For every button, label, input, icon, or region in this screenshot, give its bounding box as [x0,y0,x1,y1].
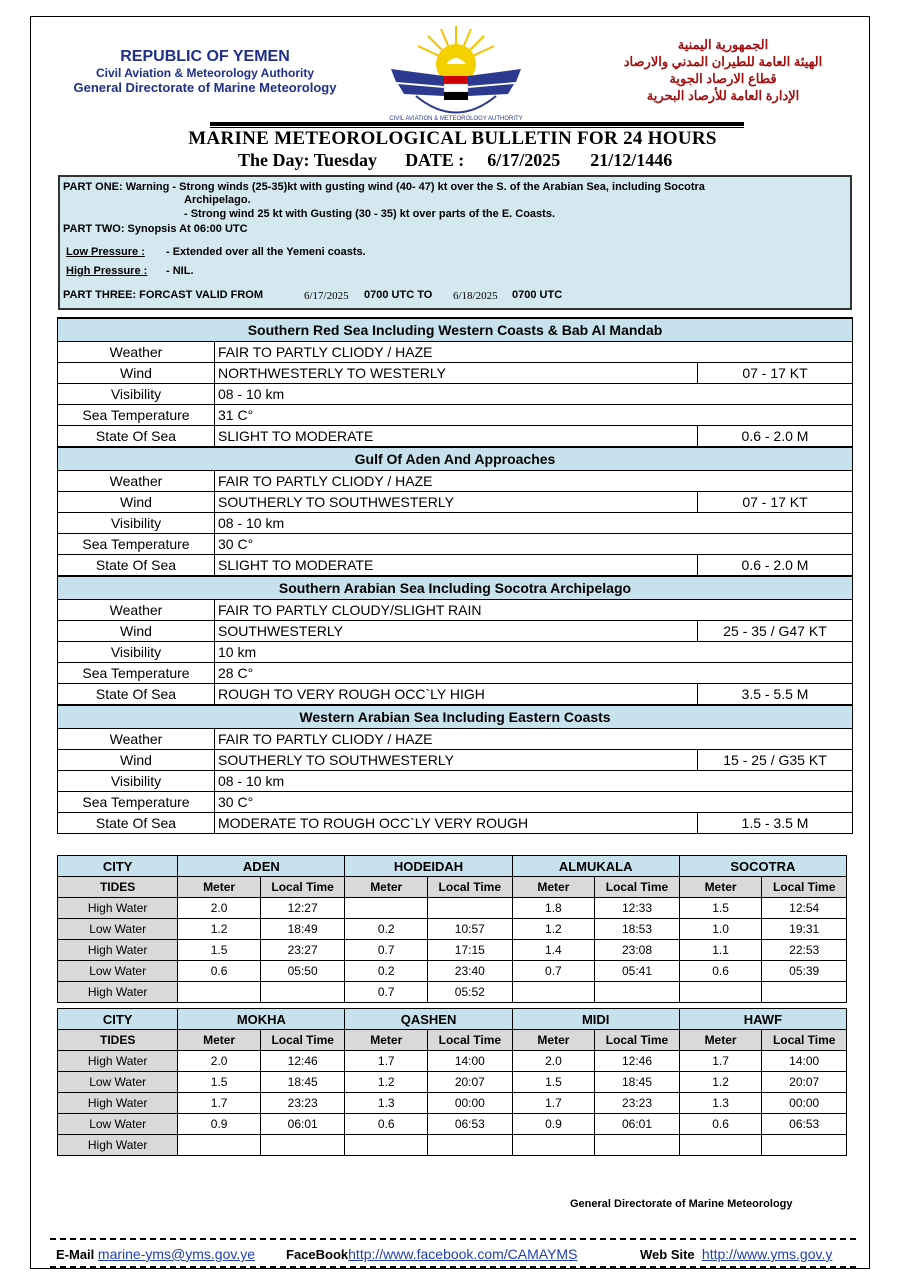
date-label: DATE : [405,150,465,170]
summary-box [58,175,852,310]
city-name: MOKHA [178,1009,345,1030]
tide-time: 14:00 [762,1051,847,1072]
forecast-section-header [58,447,853,471]
sea-state-value: MODERATE TO ROUGH OCC`LY VERY ROUGH [215,813,698,834]
city-header: CITY [58,1009,178,1030]
forecast-row-wind [58,492,853,513]
tide-type: Low Water [58,961,178,982]
tide-time [428,1135,513,1156]
header-authority: Civil Aviation & Meteorology Authority [95,66,314,80]
footer-email [56,1246,255,1262]
tide-height: 1.2 [345,1072,428,1093]
wave-value: 1.5 - 3.5 M [698,813,853,834]
tide-height [512,1135,595,1156]
weather-label: Weather [58,342,215,363]
valid-from-time: 0700 UTC TO [364,289,433,301]
tide-height [345,1135,428,1156]
tide-time: 05:52 [428,982,513,1003]
footer-website [640,1246,832,1262]
tide-height: 1.5 [512,1072,595,1093]
footer-organization: General Directorate of Marine Meteorology [570,1198,793,1210]
header-english [60,48,350,95]
visibility-label: Visibility [58,771,215,792]
local-time-header: Local Time [260,1030,345,1051]
tide-time: 05:50 [260,961,345,982]
tide-height: 0.6 [679,1114,762,1135]
tide-height [679,1135,762,1156]
tide-time: 06:53 [762,1114,847,1135]
local-time-header: Local Time [260,877,345,898]
tide-height: 1.3 [679,1093,762,1114]
website-link[interactable]: http://www.yms.gov.y [701,1246,833,1262]
email-label: E-Mail [56,1247,95,1262]
tide-type: Low Water [58,1114,178,1135]
tide-height: 1.5 [178,1072,261,1093]
tides-subheader-row [58,1030,847,1051]
forecast-table [57,317,853,834]
logo-text: CIVIL AVIATION & METEOROLOGY AUTHORITY [389,116,523,122]
tide-height: 1.7 [512,1093,595,1114]
bulletin-title: MARINE METEOROLOGICAL BULLETIN FOR 24 HOURS [188,128,717,149]
tide-time: 06:01 [595,1114,680,1135]
meter-header: Meter [178,1030,261,1051]
tide-time: 18:53 [595,919,680,940]
tide-time: 12:54 [762,898,847,919]
tide-height [512,982,595,1003]
tide-height: 1.5 [679,898,762,919]
facebook-label: FaceBook [286,1247,349,1262]
tide-row [58,961,847,982]
wind-value: SOUTHERLY TO SOUTHWESTERLY [215,750,698,771]
city-name: MIDI [512,1009,679,1030]
sea-temp-value: 28 C° [215,663,853,684]
forecast-row-sea-state [58,813,853,834]
tide-height: 0.7 [345,940,428,961]
tide-time: 06:53 [428,1114,513,1135]
tide-time: 12:33 [595,898,680,919]
wind-speed-value: 07 - 17 KT [698,492,853,513]
forecast-row-sea-state [58,426,853,448]
tide-height: 0.2 [345,961,428,982]
sea-temp-value: 30 C° [215,792,853,813]
tide-time: 23:27 [260,940,345,961]
tide-height: 0.2 [345,919,428,940]
tide-height: 1.2 [679,1072,762,1093]
tide-height [178,1135,261,1156]
tide-time: 12:46 [260,1051,345,1072]
header-ar-sector: قطاع الارصاد الجوية [669,71,777,86]
sea-temp-label: Sea Temperature [58,405,215,426]
wave-value: 0.6 - 2.0 M [698,426,853,448]
sea-temp-value: 30 C° [215,534,853,555]
city-name: HODEIDAH [345,856,512,877]
email-link[interactable]: marine-yms@yms.gov.ye [97,1246,256,1262]
tide-time [260,1135,345,1156]
forecast-row-visibility [58,513,853,534]
tide-height: 2.0 [512,1051,595,1072]
city-name: QASHEN [345,1009,512,1030]
local-time-header: Local Time [762,1030,847,1051]
header-ar-directorate: الإدارة العامة للأرصاد البحرية [646,88,800,103]
header-arabic [603,36,843,104]
region-name: Gulf Of Aden And Approaches [58,447,853,471]
forecast-row-sea-state [58,684,853,706]
sea-state-label: State Of Sea [58,555,215,577]
tide-height: 0.6 [178,961,261,982]
tide-height: 1.7 [178,1093,261,1114]
tide-row [58,898,847,919]
valid-from-date: 6/17/2025 [304,290,349,302]
wind-value: SOUTHWESTERLY [215,621,698,642]
tide-height [178,982,261,1003]
forecast-section-header [58,576,853,600]
wind-value: NORTHWESTERLY TO WESTERLY [215,363,698,384]
tide-height: 1.4 [512,940,595,961]
tide-time: 19:31 [762,919,847,940]
meter-header: Meter [512,1030,595,1051]
forecast-row-wind [58,363,853,384]
tide-height: 1.1 [679,940,762,961]
tide-height: 1.8 [512,898,595,919]
wind-speed-value: 07 - 17 KT [698,363,853,384]
day-label: The Day: [238,150,310,170]
tide-height [679,982,762,1003]
tide-type: Low Water [58,1072,178,1093]
local-time-header: Local Time [595,877,680,898]
header-country: REPUBLIC OF YEMEN [120,48,290,65]
tide-time: 18:45 [260,1072,345,1093]
city-name: ADEN [178,856,345,877]
tides-city-row [58,1009,847,1030]
tide-row [58,1093,847,1114]
forecast-row-sea-temp [58,534,853,555]
wave-value: 0.6 - 2.0 M [698,555,853,577]
visibility-label: Visibility [58,513,215,534]
sea-state-label: State Of Sea [58,684,215,706]
sea-temp-label: Sea Temperature [58,792,215,813]
forecast-row-weather [58,600,853,621]
tide-time: 20:07 [762,1072,847,1093]
tide-time [428,898,513,919]
tides-city-row [58,856,847,877]
tides-header: TIDES [58,1030,178,1051]
tide-time: 18:49 [260,919,345,940]
tide-time: 20:07 [428,1072,513,1093]
tide-height: 0.6 [679,961,762,982]
header-directorate: General Directorate of Marine Meteorology [73,80,337,95]
weather-label: Weather [58,729,215,750]
tide-time: 17:15 [428,940,513,961]
forecast-row-visibility [58,384,853,405]
tide-row [58,1114,847,1135]
forecast-section-header [58,318,853,342]
hijri-date: 21/12/1446 [590,150,673,170]
tides-table-2 [57,1008,847,1156]
wind-speed-value: 25 - 35 / G47 KT [698,621,853,642]
visibility-label: Visibility [58,384,215,405]
part-one-continued: Archipelago. [184,194,251,206]
tide-time: 00:00 [762,1093,847,1114]
weather-value: FAIR TO PARTLY CLOUDY/SLIGHT RAIN [215,600,853,621]
tide-height: 0.7 [345,982,428,1003]
tide-time [595,982,680,1003]
low-pressure-label: Low Pressure : [66,246,145,258]
sea-state-value: SLIGHT TO MODERATE [215,555,698,577]
tide-time: 10:57 [428,919,513,940]
forecast-row-sea-temp [58,792,853,813]
forecast-row-wind [58,750,853,771]
tide-time: 05:39 [762,961,847,982]
valid-to-time: 0700 UTC [512,289,563,301]
tide-time: 23:08 [595,940,680,961]
tide-type: High Water [58,940,178,961]
tide-row [58,1072,847,1093]
part-one-warning: PART ONE: Warning - Strong winds (25-35)kt with gusting wind (40- 47) kt over the S. of the Arabian Sea, including Socotra [63,181,705,193]
tide-height: 1.7 [345,1051,428,1072]
tide-time: 12:27 [260,898,345,919]
local-time-header: Local Time [428,877,513,898]
tide-time: 05:41 [595,961,680,982]
visibility-label: Visibility [58,642,215,663]
tide-time [595,1135,680,1156]
sea-state-label: State Of Sea [58,813,215,834]
tide-time: 06:01 [260,1114,345,1135]
meter-header: Meter [679,1030,762,1051]
footer-dashed-line-bottom [50,1266,856,1268]
high-pressure-label: High Pressure : [66,265,148,277]
weather-value: FAIR TO PARTLY CLIODY / HAZE [215,471,853,492]
tide-height: 0.9 [178,1114,261,1135]
tide-type: High Water [58,982,178,1003]
header-ar-country: الجمهورية اليمنية [677,37,769,52]
forecast-row-visibility [58,642,853,663]
tide-height: 1.5 [178,940,261,961]
tide-height: 1.2 [178,919,261,940]
tide-time: 12:46 [595,1051,680,1072]
local-time-header: Local Time [428,1030,513,1051]
wind-label: Wind [58,492,215,513]
forecast-row-weather [58,729,853,750]
city-header: CITY [58,856,178,877]
part-two-synopsis: PART TWO: Synopsis At 06:00 UTC [63,223,248,235]
region-name: Western Arabian Sea Including Eastern Coasts [58,705,853,729]
tide-height: 1.0 [679,919,762,940]
low-pressure-value: - Extended over all the Yemeni coasts. [166,246,366,258]
date-value: 6/17/2025 [487,150,561,170]
tide-type: High Water [58,898,178,919]
tide-height [345,898,428,919]
tide-time: 22:53 [762,940,847,961]
meter-header: Meter [679,877,762,898]
website-label: Web Site [640,1247,695,1262]
tide-time: 00:00 [428,1093,513,1114]
facebook-link[interactable]: http://www.facebook.com/CAMAYMS [348,1246,578,1262]
tide-time [260,982,345,1003]
wind-value: SOUTHERLY TO SOUTHWESTERLY [215,492,698,513]
authority-logo [386,24,526,124]
wind-label: Wind [58,363,215,384]
header-rule-thick [210,122,744,126]
forecast-row-weather [58,342,853,363]
city-name: HAWF [679,1009,846,1030]
tide-time: 23:23 [260,1093,345,1114]
forecast-row-sea-temp [58,405,853,426]
meter-header: Meter [345,877,428,898]
weather-value: FAIR TO PARTLY CLIODY / HAZE [215,729,853,750]
date-line [238,150,672,171]
footer-dashed-line-top [50,1238,856,1240]
tide-time [762,982,847,1003]
wave-value: 3.5 - 5.5 M [698,684,853,706]
valid-to-date: 6/18/2025 [453,290,498,302]
city-name: SOCOTRA [679,856,846,877]
tide-height: 1.2 [512,919,595,940]
weather-value: FAIR TO PARTLY CLIODY / HAZE [215,342,853,363]
part-one-second-warning: - Strong wind 25 kt with Gusting (30 - 35) kt over parts of the E. Coasts. [184,208,555,220]
tide-row [58,982,847,1003]
day-value: Tuesday [313,150,378,170]
forecast-row-wind [58,621,853,642]
high-pressure-value: - NIL. [166,265,194,277]
visibility-value: 08 - 10 km [215,513,853,534]
tide-row [58,1135,847,1156]
tide-time: 14:00 [428,1051,513,1072]
tide-height: 2.0 [178,898,261,919]
tide-time: 18:45 [595,1072,680,1093]
meter-header: Meter [178,877,261,898]
tide-row [58,940,847,961]
forecast-row-sea-temp [58,663,853,684]
region-name: Southern Arabian Sea Including Socotra Archipelago [58,576,853,600]
tide-time: 23:23 [595,1093,680,1114]
local-time-header: Local Time [595,1030,680,1051]
tide-type: High Water [58,1051,178,1072]
tide-type: High Water [58,1135,178,1156]
forecast-row-sea-state [58,555,853,577]
tide-height: 1.7 [679,1051,762,1072]
meter-header: Meter [345,1030,428,1051]
visibility-value: 10 km [215,642,853,663]
tide-row [58,1051,847,1072]
tide-height: 1.3 [345,1093,428,1114]
tides-header: TIDES [58,877,178,898]
sea-temp-value: 31 C° [215,405,853,426]
visibility-value: 08 - 10 km [215,384,853,405]
sea-state-value: SLIGHT TO MODERATE [215,426,698,448]
wind-speed-value: 15 - 25 / G35 KT [698,750,853,771]
sea-state-label: State Of Sea [58,426,215,448]
forecast-row-weather [58,471,853,492]
weather-label: Weather [58,471,215,492]
tide-time [762,1135,847,1156]
tide-height: 2.0 [178,1051,261,1072]
weather-label: Weather [58,600,215,621]
region-name: Southern Red Sea Including Western Coasts & Bab Al Mandab [58,318,853,342]
local-time-header: Local Time [762,877,847,898]
wind-label: Wind [58,750,215,771]
tides-subheader-row [58,877,847,898]
sea-temp-label: Sea Temperature [58,663,215,684]
tide-row [58,919,847,940]
header-ar-authority: الهيئة العامة للطيران المدني والارصاد [623,54,823,69]
sea-temp-label: Sea Temperature [58,534,215,555]
wind-label: Wind [58,621,215,642]
meter-header: Meter [512,877,595,898]
tide-type: Low Water [58,919,178,940]
forecast-row-visibility [58,771,853,792]
footer-facebook [286,1246,577,1262]
sea-state-value: ROUGH TO VERY ROUGH OCC`LY HIGH [215,684,698,706]
tides-table-1 [57,855,847,1003]
tide-height: 0.7 [512,961,595,982]
tide-type: High Water [58,1093,178,1114]
tide-time: 23:40 [428,961,513,982]
tide-height: 0.9 [512,1114,595,1135]
forecast-section-header [58,705,853,729]
city-name: ALMUKALA [512,856,679,877]
visibility-value: 08 - 10 km [215,771,853,792]
tide-height: 0.6 [345,1114,428,1135]
part-three-label: PART THREE: FORCAST VALID FROM [63,289,264,301]
